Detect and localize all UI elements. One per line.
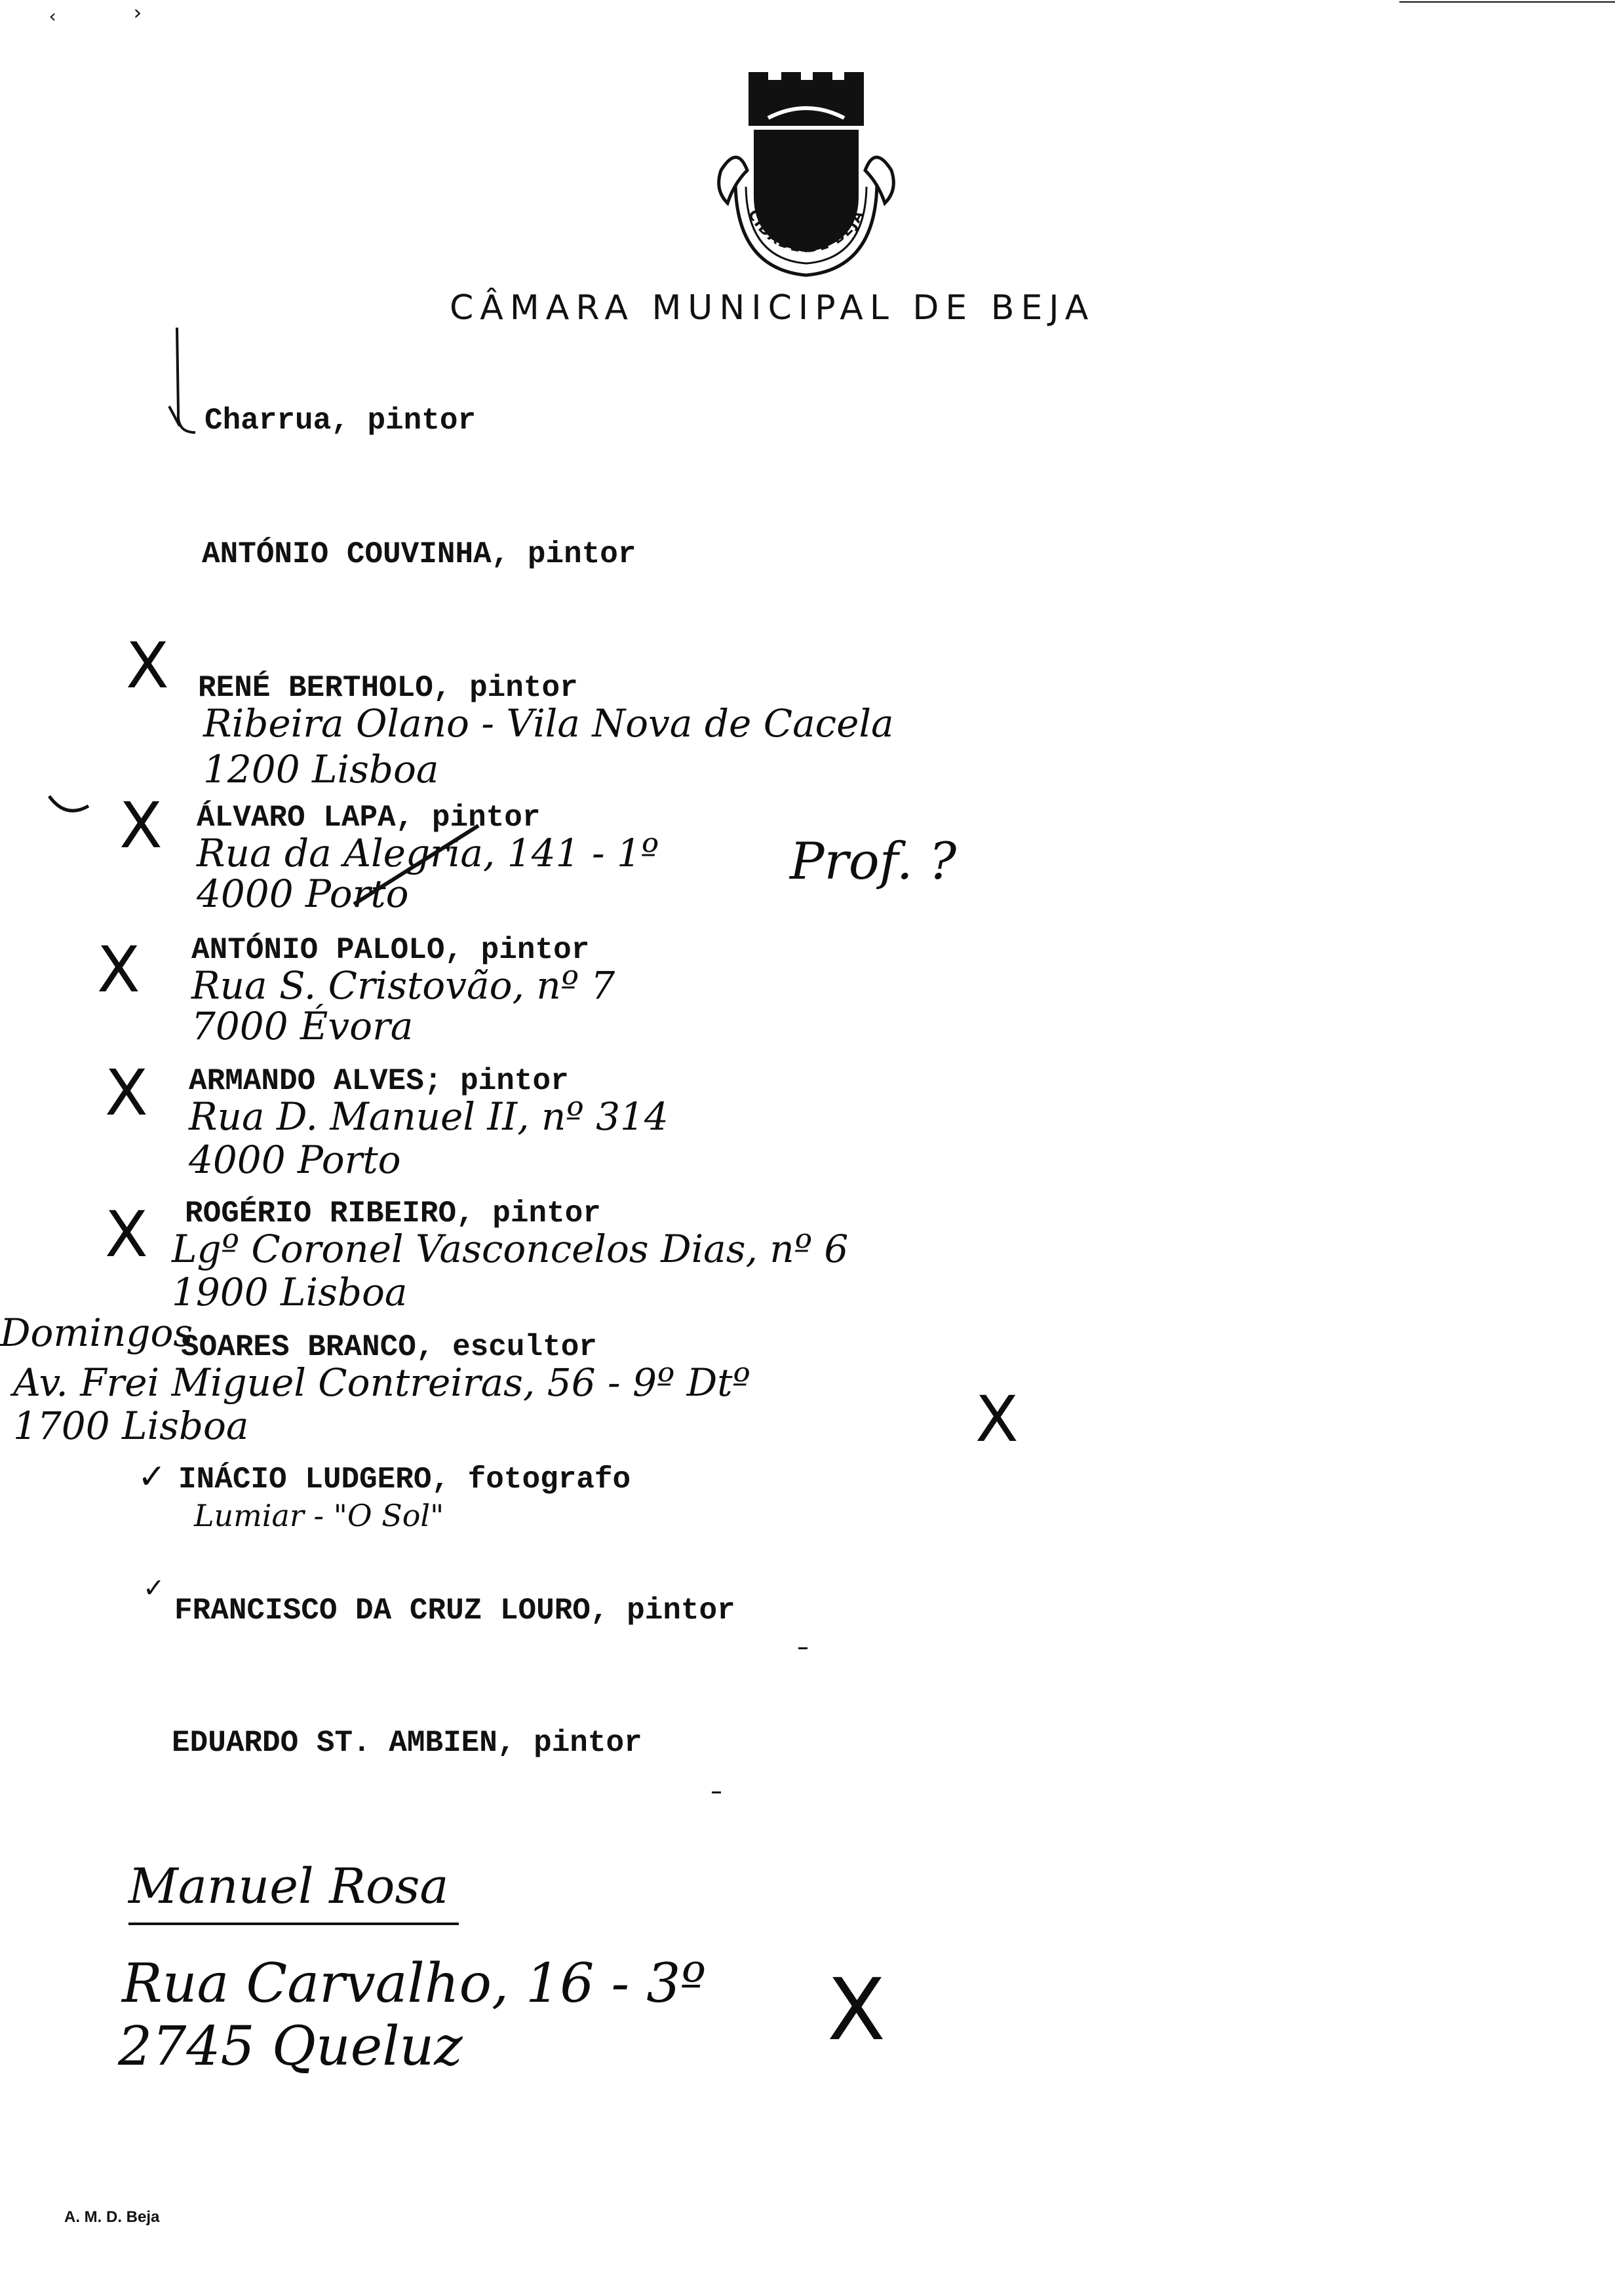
entry-typed-4: ANTÓNIO PALOLO, pintor [191,933,590,967]
x-mark-3: X [119,789,163,862]
coat-of-arms-icon [708,72,905,288]
entry-hand-4-line-0: Rua S. Cristovão, nº 7 [191,963,615,1008]
entry-hand-6-line-0: Lgº Coronel Vasconcelos Dias, nº 6 [172,1227,849,1271]
entry-hand-5-line-1: 4000 Porto [189,1138,401,1182]
strike-through-3 [347,819,485,913]
entry-hand-7-line-0: Av. Frei Miguel Contreiras, 56 - 9º Dtº [13,1360,750,1405]
entry-typed-3: ÁLVARO LAPA, pintor [197,801,541,835]
x-mark-added: X [827,1960,886,2059]
entry-typed-2: RENÉ BERTHOLO, pintor [198,671,578,705]
corner-mark-right: › [131,0,144,25]
stray-mark-10 [712,1791,721,1793]
seal-text: CIDADE DE BEJA [744,207,868,257]
added-line-1: 2745 Queluz [118,2016,463,2078]
entry-typed-0: Charrua, pintor [204,404,477,438]
entry-typed-1: ANTÓNIO COUVINHA, pintor [202,537,636,571]
margin-note-3: Prof. ? [790,832,957,891]
entry-hand-prefix-7: Domingos [0,1311,193,1355]
curve-mark-3 [46,793,92,822]
entry-hand-3-line-1: 4000 Porto [197,871,409,916]
check-mark-charrua [164,321,203,442]
entry-hand-6-line-1: 1900 Lisboa [172,1270,408,1314]
strike-icon [347,819,485,911]
check-mark-9: ✓ [143,1573,165,1603]
entry-hand-2-line-0: Ribeira Olano - Vila Nova de Cacela [203,701,894,746]
check-mark-8: ✓ [138,1457,166,1497]
entry-typed-8: INÁCIO LUDGERO, fotografo [178,1463,631,1497]
x-mark-2: X [126,629,169,702]
entry-hand-2-line-1: 1200 Lisboa [203,747,439,792]
coat-of-arms-seal [708,72,905,288]
corner-mark-left: ‹ [47,5,58,27]
x-mark-5: X [105,1056,148,1130]
entry-hand-8-line-0: Lumiar - "O Sol" [194,1498,444,1533]
archive-stamp: A. M. D. Beja [64,2208,160,2226]
entry-hand-5-line-0: Rua D. Manuel II, nº 314 [189,1094,669,1139]
x-mark-7: X [975,1383,1019,1456]
added-line-0: Rua Carvalho, 16 - 3º [122,1953,706,2015]
stray-mark-9 [798,1647,808,1649]
entry-typed-7: SOARES BRANCO, escultor [181,1330,597,1364]
top-edge-line [1399,1,1615,3]
entry-typed-6: ROGÉRIO RIBEIRO, pintor [185,1196,601,1231]
entry-typed-10: EDUARDO ST. AMBIEN, pintor [172,1726,642,1760]
x-mark-6: X [105,1198,148,1271]
entry-typed-9: FRANCISCO DA CRUZ LOURO, pintor [174,1594,735,1628]
entry-hand-7-line-1: 1700 Lisboa [13,1404,249,1448]
added-name: Manuel Rosa [128,1858,449,1915]
added-name-underline [128,1923,459,1925]
curve-icon [46,793,92,819]
x-mark-4: X [97,933,140,1006]
entry-typed-5: ARMANDO ALVES; pintor [189,1064,569,1098]
entry-hand-4-line-1: 7000 Évora [191,1004,414,1048]
entry-hand-3-line-0: Rua da Alegria, 141 - 1º [197,831,659,875]
institution-title: CÂMARA MUNICIPAL DE BEJA [450,288,1095,328]
check-icon [164,321,203,439]
